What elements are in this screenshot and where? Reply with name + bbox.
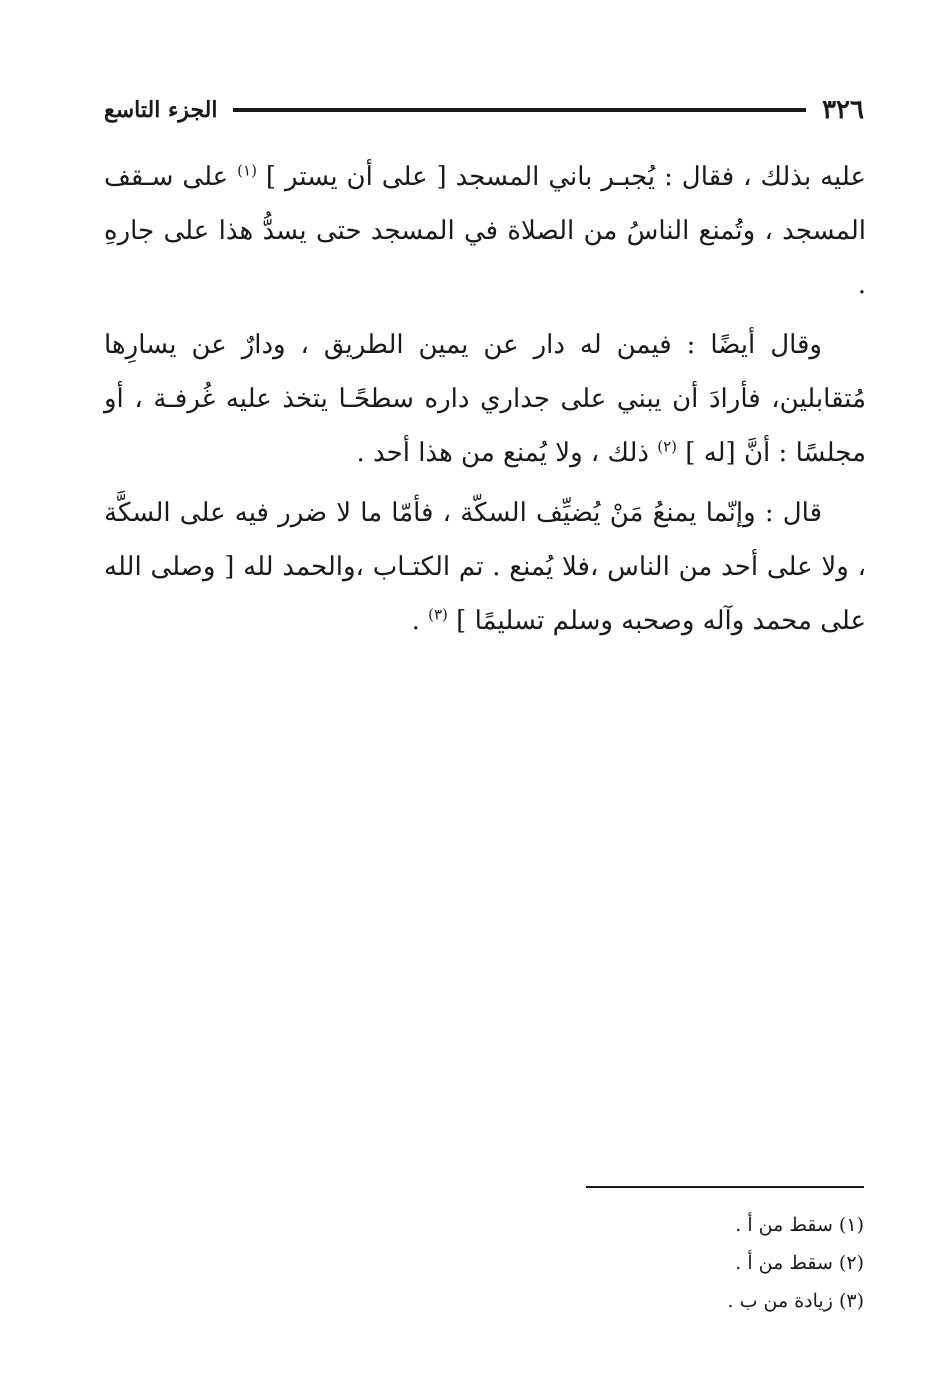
volume-title: الجزء التاسع bbox=[104, 97, 218, 123]
paragraph-text: . bbox=[411, 606, 420, 636]
footnote-ref-1: (١) bbox=[237, 161, 257, 180]
page-number: ٣٢٦ bbox=[822, 95, 864, 125]
paragraph-3 bbox=[104, 486, 866, 648]
paragraph-2 bbox=[104, 318, 866, 480]
paragraph-text: قال : وإنّما يمنعُ مَنْ يُضيِّف السكّة ، فأمّا ما لا ضرر فيه على السكَّة ، ولا على أحد من الناس ،فلا يُمنع . تم الكتـاب ،والحمد لله [ وصلى الله على محمد وآله وصحبه وسلم تسليمًا ] bbox=[104, 498, 866, 636]
paragraph-text: عليه بذلك ، فقال : يُجبـر باني المسجد [ على أن يستر ] bbox=[265, 162, 867, 192]
paragraph-1 bbox=[104, 150, 866, 312]
footnote-2: (٢) سقط من أ . bbox=[735, 1252, 864, 1274]
paragraph-text: ذلك ، ولا يُمنع من هذا أحد . bbox=[356, 438, 649, 468]
footnote-ref-2: (٢) bbox=[657, 437, 678, 456]
footnotes bbox=[464, 1206, 864, 1320]
paragraph-text: وقال أيضًا : فيمن له دار عن يمين الطريق ، ودارٌ عن يسارِها مُتقابلين، فأرادَ أن يبني على جداري داره سطحًـا يتخذ عليه غُرفـة ، أو مجلسًا : أنَّ [له ] bbox=[104, 330, 866, 468]
running-header bbox=[104, 92, 864, 128]
header-rule bbox=[233, 108, 806, 112]
footnote-ref-3: (٣) bbox=[428, 605, 448, 624]
main-text bbox=[104, 150, 866, 654]
footnote-separator bbox=[586, 1186, 864, 1188]
footnote-1: (١) سقط من أ . bbox=[735, 1214, 864, 1236]
footnote-3: (٣) زيادة من ب . bbox=[727, 1290, 864, 1312]
paragraph-text: على سـقف المسجد ، وتُمنع الناسُ من الصلاة في المسجد حتى يسدُّ هذا على جارهِ . bbox=[104, 162, 866, 300]
